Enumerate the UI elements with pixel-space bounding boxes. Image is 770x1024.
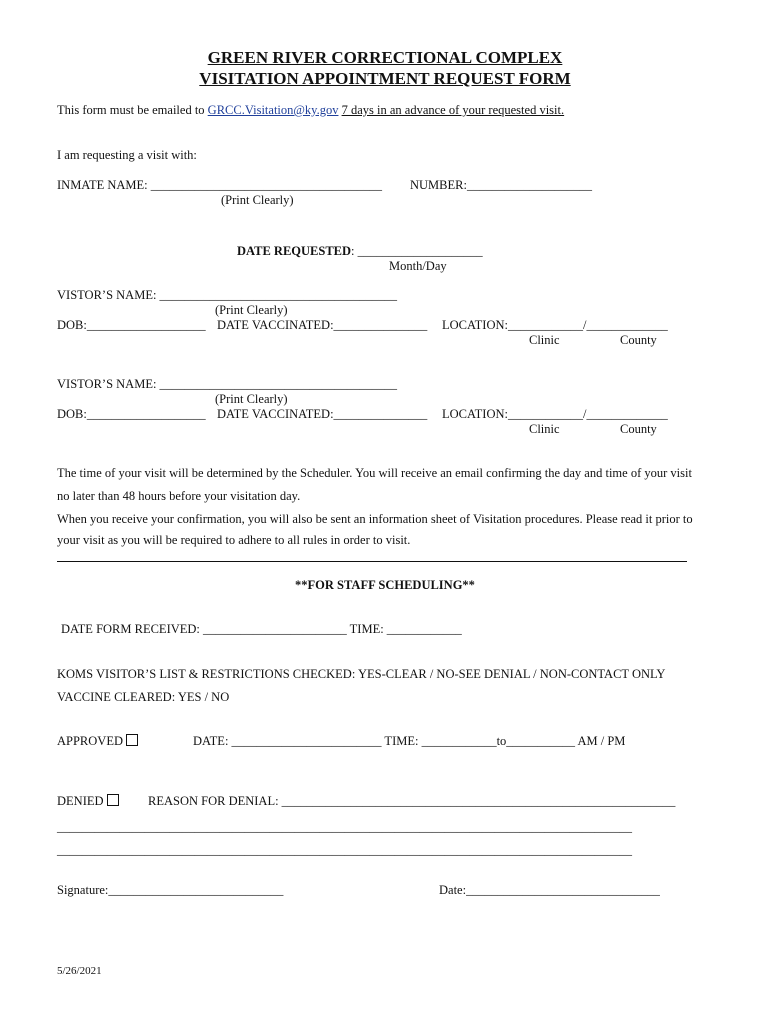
inmate-name-field: INMATE NAME: _____________________________________ xyxy=(57,178,382,192)
visitor2-vaccinated-field: DATE VACCINATED:_______________ xyxy=(217,407,428,421)
date-received-field: DATE FORM RECEIVED: _______________________ TIME: ____________ xyxy=(61,622,462,636)
intro-suffix: 7 days in an advance of your requested visit. xyxy=(341,103,565,117)
inmate-number-field: NUMBER:____________________ xyxy=(410,178,592,192)
visitor2-name-field: VISTOR’S NAME: ______________________________________ xyxy=(57,377,398,391)
denied-field xyxy=(57,794,119,809)
vaccine-cleared-field: VACCINE CLEARED: YES / NO xyxy=(57,690,230,704)
visitor1-county-caption: County xyxy=(620,333,657,347)
intro-prefix: This form must be emailed to xyxy=(57,103,208,117)
visitor1-vaccinated-field: DATE VACCINATED:_______________ xyxy=(217,318,428,332)
visitor2-clinic-caption: Clinic xyxy=(529,422,560,436)
inmate-print-clearly: (Print Clearly) xyxy=(221,193,294,207)
signature-date-field: Date:_______________________________ xyxy=(439,883,660,897)
request-lead: I am requesting a visit with: xyxy=(57,148,197,162)
form-title-line2: VISITATION APPOINTMENT REQUEST FORM xyxy=(199,69,571,88)
approved-checkbox[interactable] xyxy=(126,734,138,746)
visitor2-dob-field: DOB:___________________ xyxy=(57,407,206,421)
visitor2-county-caption: County xyxy=(620,422,657,436)
form-title-line1: GREEN RIVER CORRECTIONAL COMPLEX xyxy=(207,48,563,67)
denial-extra-line2: ____________________________________________________________________________________________ xyxy=(57,843,632,857)
notice-line1: The time of your visit will be determined by the Scheduler. You will receive an email confirming the day and time of your visit xyxy=(57,466,692,480)
visitor1-clinic-caption: Clinic xyxy=(529,333,560,347)
notice-line2: no later than 48 hours before your visitation day. xyxy=(57,489,301,503)
month-day-caption: Month/Day xyxy=(389,259,447,273)
denied-label: DENIED xyxy=(57,794,104,808)
footer-date: 5/26/2021 xyxy=(57,965,102,977)
koms-check-field: KOMS VISITOR’S LIST & RESTRICTIONS CHECKED: YES-CLEAR / NO-SEE DENIAL / NON-CONTACT ONLY xyxy=(57,667,666,681)
denied-checkbox[interactable] xyxy=(107,794,119,806)
visitor2-location-field: LOCATION:____________/_____________ xyxy=(442,407,668,421)
section-divider xyxy=(57,561,687,562)
visitor2-print-clearly: (Print Clearly) xyxy=(215,392,288,406)
notice-line4: your visit as you will be required to adhere to all rules in order to visit. xyxy=(57,533,411,547)
approved-date-time-field: DATE: ________________________ TIME: ____________to___________ AM / PM xyxy=(193,734,626,748)
notice-line3: When you receive your confirmation, you will also be sent an information sheet of Visitation procedures. Please read it prior to xyxy=(57,512,693,526)
denial-reason-field: REASON FOR DENIAL: _______________________________________________________________ xyxy=(148,794,676,808)
staff-heading: **FOR STAFF SCHEDULING** xyxy=(295,578,475,592)
date-requested-field xyxy=(237,244,483,259)
visitor1-print-clearly: (Print Clearly) xyxy=(215,303,288,317)
visitor1-dob-field: DOB:___________________ xyxy=(57,318,206,332)
date-requested-line: : ____________________ xyxy=(351,244,483,258)
date-requested-label: DATE REQUESTED xyxy=(237,244,352,258)
signature-field: Signature:____________________________ xyxy=(57,883,284,897)
visitor1-name-field: VISTOR’S NAME: ______________________________________ xyxy=(57,288,398,302)
denial-extra-line1: ____________________________________________________________________________________________ xyxy=(57,820,632,834)
approved-field xyxy=(57,734,138,749)
intro-text xyxy=(57,103,564,118)
approved-label: APPROVED xyxy=(57,734,123,748)
email-link[interactable]: GRCC.Visitation@ky.gov xyxy=(207,103,339,117)
visitor1-location-field: LOCATION:____________/_____________ xyxy=(442,318,668,332)
